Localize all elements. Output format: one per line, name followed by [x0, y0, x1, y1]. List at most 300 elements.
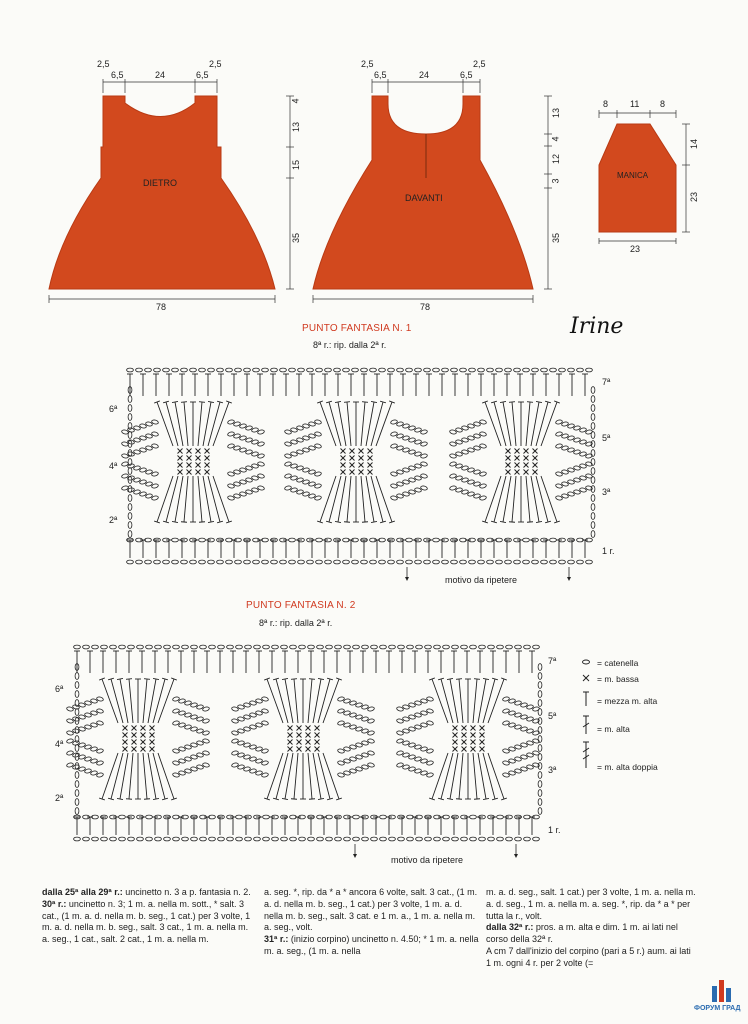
- chain-stitch: [452, 837, 459, 841]
- chain-stitch: [591, 405, 595, 412]
- chain-stitch: [379, 560, 386, 564]
- tall-stitch: [184, 476, 188, 522]
- chain-stitch: [154, 368, 161, 372]
- signature: Irine: [570, 314, 624, 339]
- chain-stitch: [75, 682, 79, 689]
- tr-icon: [583, 742, 589, 768]
- tall-stitch: [526, 476, 530, 522]
- stitch-top: [153, 798, 159, 799]
- chain-stitch: [538, 781, 542, 788]
- chain-stitch: [289, 538, 296, 542]
- chain-stitch: [352, 560, 359, 564]
- stitch-top: [344, 402, 350, 403]
- chain-stitch: [461, 645, 468, 649]
- chain-stitch: [326, 837, 333, 841]
- chain-stitch: [236, 837, 243, 841]
- chain-stitch: [74, 645, 81, 649]
- chain-stitch: [110, 837, 117, 841]
- chain-stitch: [538, 718, 542, 725]
- tall-stitch: [158, 679, 174, 723]
- chain-stitch: [538, 691, 542, 698]
- chain-stitch: [128, 504, 132, 511]
- chain-stitch: [137, 837, 144, 841]
- chain-stitch: [591, 459, 595, 466]
- chain-stitch: [145, 560, 152, 564]
- chain-stitch: [538, 745, 542, 752]
- chain-stitch: [173, 837, 180, 841]
- instr-text: A cm 7 dall'inizio del corpino (pari a 5 r.) aum. ai lati 1 m. ogni 4 r. per 2 volte (=: [486, 945, 691, 968]
- chain-stitch: [128, 522, 132, 529]
- stitch-top: [126, 679, 132, 680]
- stitch-top: [483, 678, 489, 679]
- tall-stitch: [143, 753, 147, 799]
- dim-label: 23: [689, 191, 700, 203]
- chain-stitch: [75, 673, 79, 680]
- chain-stitch: [497, 815, 504, 819]
- chain-stitch: [263, 815, 270, 819]
- dim-label: 78: [156, 302, 167, 312]
- chain-stitch: [371, 837, 378, 841]
- dim-label: 4: [290, 98, 301, 104]
- chain-stitch: [434, 837, 441, 841]
- chain-icon: [583, 660, 590, 664]
- chain-stitch: [550, 368, 557, 372]
- chain-stitch: [442, 368, 449, 372]
- dim-label: 2,5: [97, 59, 110, 69]
- chain-stitch: [146, 815, 153, 819]
- chain-stitch: [591, 486, 595, 493]
- chain-stitch: [227, 645, 234, 649]
- chain-stitch: [487, 560, 494, 564]
- chain-stitch: [344, 837, 351, 841]
- chain-stitch: [172, 538, 179, 542]
- chain-stitch: [317, 645, 324, 649]
- chain-stitch: [235, 560, 242, 564]
- chain-stitch: [236, 815, 243, 819]
- chain-stitch: [128, 837, 135, 841]
- chain-stitch: [533, 645, 540, 649]
- legend-item: [597, 674, 639, 684]
- chain-stitch: [299, 645, 306, 649]
- tall-stitch: [184, 402, 188, 446]
- chain-stitch: [316, 368, 323, 372]
- chain-stitch: [199, 560, 206, 564]
- chain-stitch: [406, 538, 413, 542]
- chain-stitch: [532, 560, 539, 564]
- chain-stitch: [235, 368, 242, 372]
- chain-stitch: [398, 837, 405, 841]
- dim-label: 2,5: [361, 59, 374, 69]
- chain-stitch: [362, 837, 369, 841]
- chain-stitch: [416, 645, 423, 649]
- chain-stitch: [75, 691, 79, 698]
- chain-stitch: [218, 837, 225, 841]
- chain-stitch: [371, 645, 378, 649]
- stitch-top: [536, 521, 542, 522]
- chain-stitch: [362, 645, 369, 649]
- chain-stitch: [506, 837, 513, 841]
- pattern2-title: PUNTO FANTASIA N. 2: [246, 600, 356, 611]
- chain-stitch: [101, 645, 108, 649]
- chain-stitch: [353, 837, 360, 841]
- chain-stitch: [145, 368, 152, 372]
- stitch-top: [318, 678, 324, 679]
- chain-stitch: [479, 837, 486, 841]
- tall-stitch: [347, 476, 351, 522]
- chain-stitch: [181, 368, 188, 372]
- davanti-label: DAVANTI: [405, 193, 443, 203]
- chain-stitch: [470, 837, 477, 841]
- tall-stitch: [473, 679, 477, 723]
- chain-stitch: [155, 645, 162, 649]
- chain-stitch: [119, 645, 126, 649]
- chain-stitch: [541, 560, 548, 564]
- chain-stitch: [163, 368, 170, 372]
- chain-stitch: [281, 645, 288, 649]
- stitch-top: [536, 401, 542, 402]
- legend-label: = mezza m. alta: [597, 696, 658, 706]
- chain-stitch: [307, 368, 314, 372]
- tall-stitch: [361, 476, 365, 522]
- chain-stitch: [119, 837, 126, 841]
- dim-label: 11: [630, 99, 640, 109]
- chain-stitch: [119, 815, 126, 819]
- chain-stitch: [335, 837, 342, 841]
- chain-stitch: [344, 645, 351, 649]
- chain-stitch: [280, 368, 287, 372]
- chain-stitch: [370, 560, 377, 564]
- stitch-top: [509, 402, 515, 403]
- chain-stitch: [110, 645, 117, 649]
- instr-text: uncinetto n. 3 a p. fantasia n. 2.: [122, 887, 251, 897]
- chain-stitch: [75, 790, 79, 797]
- stitch-top: [371, 401, 377, 402]
- stitch-top: [172, 521, 178, 522]
- dim-label: 8: [603, 99, 609, 109]
- dim-label: 6,5: [374, 70, 387, 80]
- chain-stitch: [532, 368, 539, 372]
- instr-bold: dalla 25ª alla 29ª r.:: [42, 887, 123, 897]
- legend-item: [597, 696, 657, 706]
- crochet-chart-1: [0, 355, 748, 590]
- chain-stitch: [379, 368, 386, 372]
- chain-stitch: [577, 368, 584, 372]
- chain-stitch: [388, 368, 395, 372]
- chain-stitch: [389, 645, 396, 649]
- chain-stitch: [497, 645, 504, 649]
- chain-stitch: [388, 560, 395, 564]
- chain-stitch: [433, 368, 440, 372]
- tall-stitch: [323, 753, 339, 799]
- chain-stitch: [370, 368, 377, 372]
- row-label: 6ª: [55, 684, 64, 694]
- chain-stitch: [335, 645, 342, 649]
- chain-stitch: [380, 815, 387, 819]
- instr-text: (inizio corpino) uncinetto n. 4.50; * 1 m. a. nella m. a. seg., (1 m. a. nella: [264, 934, 479, 956]
- chain-stitch: [155, 837, 162, 841]
- chain-stitch: [281, 837, 288, 841]
- chain-stitch: [496, 560, 503, 564]
- chain-stitch: [280, 560, 287, 564]
- stitch-top: [318, 798, 324, 799]
- chain-stitch: [434, 645, 441, 649]
- row-label: 4ª: [109, 461, 118, 471]
- chain-stitch: [415, 560, 422, 564]
- chain-stitch: [538, 664, 542, 671]
- dietro-shape: [49, 96, 275, 289]
- chain-stitch: [443, 837, 450, 841]
- chain-stitch: [136, 368, 143, 372]
- repeat-arrow: [405, 577, 409, 581]
- half-dc-icon: [583, 692, 589, 706]
- chain-stitch: [352, 368, 359, 372]
- stitch-top: [126, 799, 132, 800]
- chain-stitch: [591, 441, 595, 448]
- stitch-top: [309, 679, 315, 680]
- chain-stitch: [316, 560, 323, 564]
- stitch-top: [208, 401, 214, 402]
- repeat-arrow: [567, 577, 571, 581]
- chain-stitch: [200, 645, 207, 649]
- chain-stitch: [208, 560, 215, 564]
- chain-stitch: [244, 560, 251, 564]
- stitch-top: [335, 401, 341, 402]
- chain-stitch: [361, 368, 368, 372]
- chain-stitch: [75, 781, 79, 788]
- chain-stitch: [308, 645, 315, 649]
- tall-stitch: [459, 753, 463, 799]
- tall-stitch: [541, 402, 557, 446]
- tall-stitch: [323, 679, 339, 723]
- chain-stitch: [253, 560, 260, 564]
- legend-label: = m. bassa: [597, 674, 639, 684]
- chain-stitch: [460, 368, 467, 372]
- tall-stitch: [488, 753, 504, 799]
- dim-label: 12: [551, 153, 562, 165]
- repeat-arrow: [514, 854, 518, 858]
- chain-stitch: [299, 837, 306, 841]
- pattern2-subtitle: 8ª r.: rip. dalla 2ª r.: [259, 618, 333, 628]
- stitch-top: [344, 522, 350, 523]
- tall-stitch: [361, 402, 365, 446]
- tall-stitch: [432, 753, 448, 799]
- instr-text: pros. a m. alta e dim. 1 m. ai lati nel corso della 32ª r.: [486, 922, 678, 945]
- instructions-col-3: [486, 887, 696, 970]
- stitch-top: [117, 678, 123, 679]
- chain-stitch: [538, 790, 542, 797]
- chain-stitch: [83, 645, 90, 649]
- chart-stitches: [66, 645, 542, 858]
- instr-bold: 30ª r.:: [42, 898, 67, 909]
- chain-stitch: [406, 560, 413, 564]
- chain-stitch: [191, 645, 198, 649]
- chain-stitch: [470, 645, 477, 649]
- dim-label: 8: [660, 99, 666, 109]
- chain-stitch: [208, 368, 215, 372]
- chain-stitch: [389, 837, 396, 841]
- chain-stitch: [416, 837, 423, 841]
- chain-stitch: [538, 727, 542, 734]
- chain-stitch: [591, 522, 595, 529]
- tall-stitch: [294, 753, 298, 799]
- chain-stitch: [92, 645, 99, 649]
- chain-stitch: [433, 538, 440, 542]
- chain-stitch: [290, 837, 297, 841]
- chain-stitch: [92, 837, 99, 841]
- chain-stitch: [217, 368, 224, 372]
- chain-stitch: [538, 772, 542, 779]
- chain-stitch: [541, 368, 548, 372]
- chain-stitch: [75, 808, 79, 815]
- stitch-top: [483, 798, 489, 799]
- chain-stitch: [254, 837, 261, 841]
- tall-stitch: [308, 753, 312, 799]
- chain-stitch: [538, 763, 542, 770]
- row-label: 6ª: [109, 404, 118, 414]
- chain-stitch: [478, 560, 485, 564]
- stitch-top: [144, 679, 150, 680]
- chain-stitch: [469, 560, 476, 564]
- chain-stitch: [425, 837, 432, 841]
- chain-stitch: [515, 837, 522, 841]
- tall-stitch: [512, 476, 516, 522]
- chain-stitch: [460, 560, 467, 564]
- instructions-col-2: [264, 887, 479, 958]
- tall-stitch: [347, 402, 351, 446]
- chain-stitch: [181, 560, 188, 564]
- chain-stitch: [470, 815, 477, 819]
- chain-stitch: [272, 645, 279, 649]
- dim-label: 4: [550, 136, 561, 142]
- legend-item: [597, 762, 658, 772]
- garment-schematics: [0, 0, 748, 330]
- stitch-top: [335, 521, 341, 522]
- dim-label: 23: [630, 244, 641, 254]
- chain-stitch: [343, 368, 350, 372]
- chain-stitch: [538, 799, 542, 806]
- chain-stitch: [226, 560, 233, 564]
- chain-stitch: [227, 837, 234, 841]
- chain-stitch: [550, 560, 557, 564]
- dim-label: 35: [291, 232, 302, 244]
- chain-stitch: [425, 645, 432, 649]
- chain-stitch: [496, 368, 503, 372]
- chain-stitch: [290, 645, 297, 649]
- chain-stitch: [524, 837, 531, 841]
- dim-label: 35: [551, 232, 562, 244]
- chain-stitch: [343, 560, 350, 564]
- dietro-label: DIETRO: [143, 178, 178, 188]
- chain-stitch: [559, 368, 566, 372]
- chain-stitch: [172, 560, 179, 564]
- legend-label: = m. alta doppia: [597, 762, 658, 772]
- stitch-top: [371, 521, 377, 522]
- row-label: 1 r.: [548, 825, 561, 835]
- chain-stitch: [591, 513, 595, 520]
- chain-stitch: [353, 815, 360, 819]
- chain-stitch: [127, 560, 134, 564]
- chain-stitch: [451, 368, 458, 372]
- chain-stitch: [586, 368, 593, 372]
- dim-label: 6,5: [460, 70, 473, 80]
- chain-stitch: [497, 837, 504, 841]
- chain-stitch: [289, 560, 296, 564]
- chain-stitch: [271, 560, 278, 564]
- chain-stitch: [128, 405, 132, 412]
- row-label: 4ª: [55, 739, 64, 749]
- chain-stitch: [452, 645, 459, 649]
- chain-stitch: [424, 560, 431, 564]
- chain-stitch: [262, 560, 269, 564]
- chain-stitch: [325, 368, 332, 372]
- forum-logo-icon: [708, 978, 738, 1004]
- pattern1-title: PUNTO FANTASIA N. 1: [302, 323, 412, 334]
- chain-stitch: [217, 560, 224, 564]
- dim-label: 3: [550, 178, 561, 184]
- chain-stitch: [263, 645, 270, 649]
- chain-stitch: [538, 808, 542, 815]
- dim-label: 13: [291, 121, 302, 133]
- chain-stitch: [83, 837, 90, 841]
- chain-stitch: [505, 368, 512, 372]
- chart-stitches: [121, 368, 595, 581]
- forum-logo-text: ФОРУМ ГРАД: [694, 1005, 741, 1012]
- pattern1-subtitle: 8ª r.: rip. dalla 2ª r.: [313, 340, 387, 350]
- chain-stitch: [245, 645, 252, 649]
- chain-stitch: [218, 645, 225, 649]
- chain-stitch: [128, 468, 132, 475]
- chain-stitch: [397, 560, 404, 564]
- chain-stitch: [191, 837, 198, 841]
- chain-stitch: [478, 368, 485, 372]
- chain-stitch: [190, 560, 197, 564]
- chain-stitch: [245, 837, 252, 841]
- stitch-top: [456, 679, 462, 680]
- chain-stitch: [380, 837, 387, 841]
- tall-stitch: [541, 476, 557, 522]
- chain-stitch: [461, 837, 468, 841]
- chain-stitch: [262, 368, 269, 372]
- dim-label: 14: [689, 138, 700, 150]
- row-label: 7ª: [548, 656, 557, 666]
- instr-text: uncinetto n. 3; 1 m. a. nella m. sott., * salt. 3 cat., (1 m. a. d. nella m. b. seg., 1 cat.) per 3 volte, 1 m. a. d. nella m. b. seg., salt. 3 cat., 1 m. a. nella m. a. seg., 1 cat., salt. 2 cat., 1 m. a. nella m.: [42, 898, 251, 945]
- instr-bold: 31ª r.:: [264, 934, 289, 945]
- tall-stitch: [213, 476, 229, 522]
- chain-stitch: [75, 709, 79, 716]
- chain-stitch: [326, 645, 333, 649]
- tall-stitch: [485, 402, 501, 446]
- chain-stitch: [407, 837, 414, 841]
- chain-stitch: [469, 368, 476, 372]
- chain-stitch: [236, 645, 243, 649]
- chain-stitch: [209, 645, 216, 649]
- tall-stitch: [267, 753, 283, 799]
- stitch-top: [362, 522, 368, 523]
- chain-stitch: [407, 645, 414, 649]
- chain-stitch: [128, 396, 132, 403]
- stitch-top: [291, 679, 297, 680]
- chain-stitch: [75, 772, 79, 779]
- stitch-top: [309, 799, 315, 800]
- stitch-top: [291, 799, 297, 800]
- chain-stitch: [524, 645, 531, 649]
- chain-stitch: [361, 560, 368, 564]
- chain-stitch: [199, 538, 206, 542]
- chain-stitch: [559, 560, 566, 564]
- chain-stitch: [433, 560, 440, 564]
- dim-label: 2,5: [209, 59, 222, 69]
- tall-stitch: [267, 679, 283, 723]
